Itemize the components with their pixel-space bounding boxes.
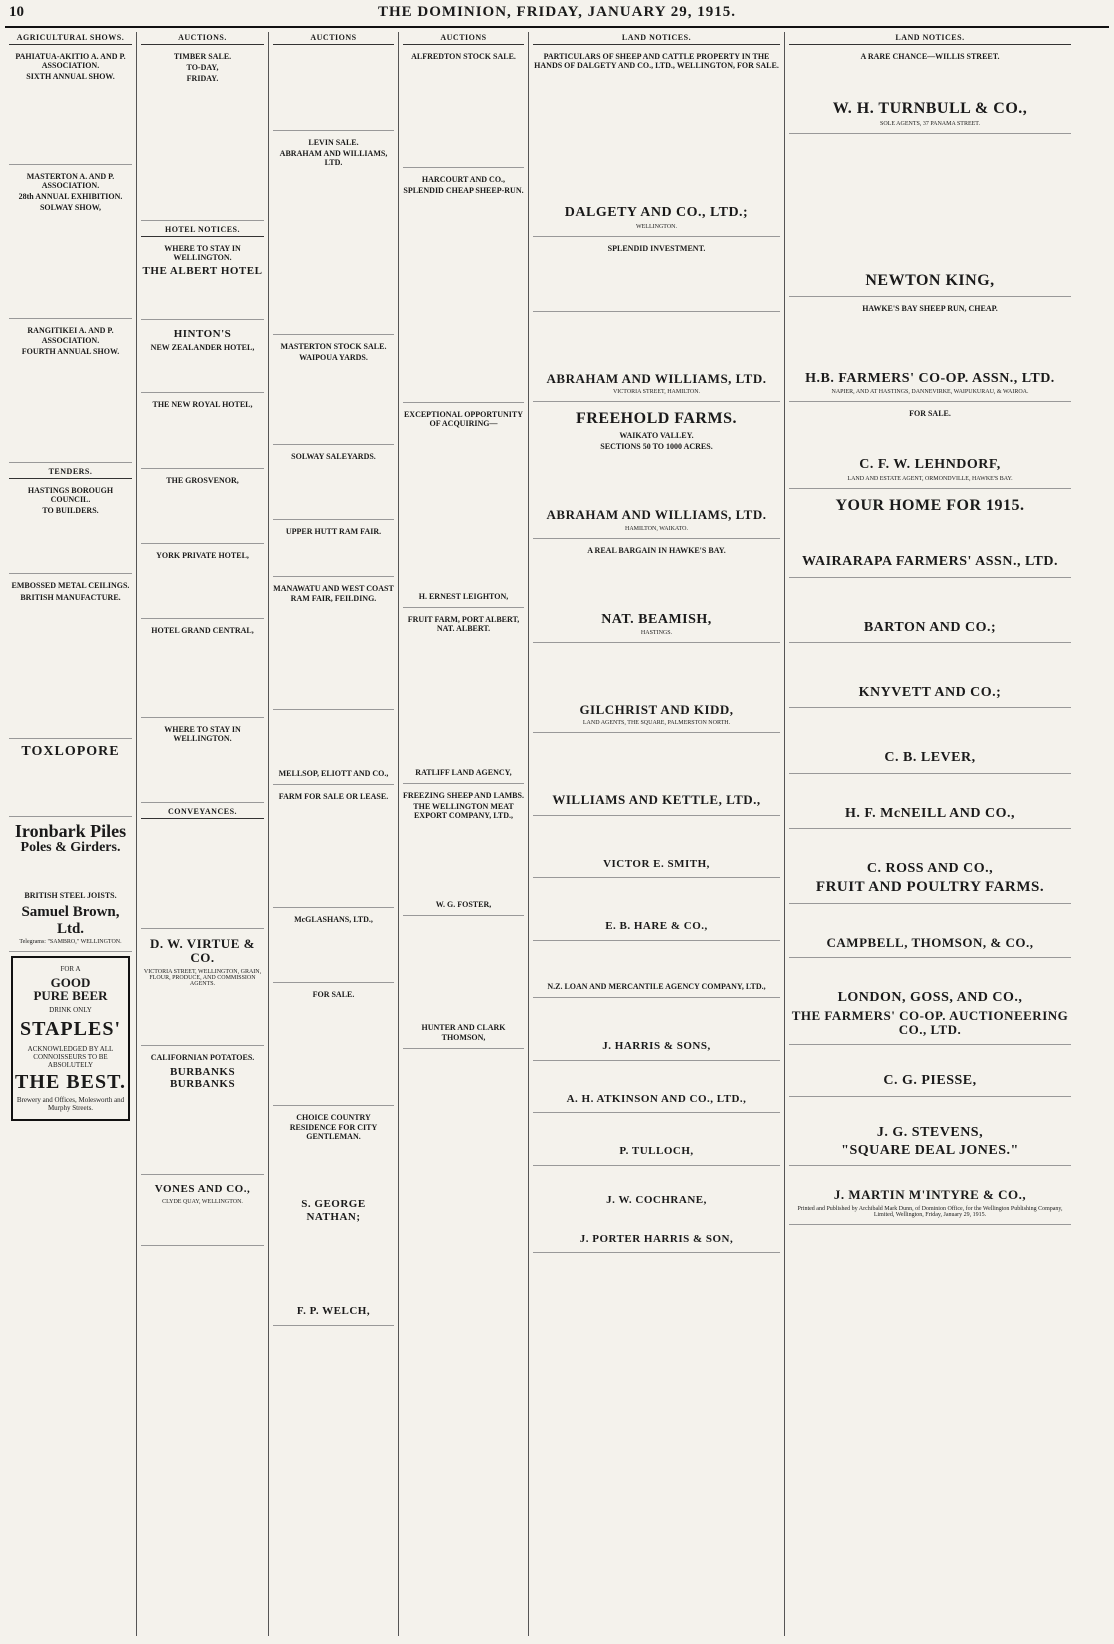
body-text — [141, 637, 264, 713]
hotel-notice: THE NEW ROYAL HOTEL, — [141, 396, 264, 468]
auction-notice: FRUIT FARM, PORT ALBERT, NAT. ALBERT. RATLIFF LAND AGENCY, — [403, 611, 524, 784]
tender-notice: EMBOSSED METAL CEILINGS. BRITISH MANUFACTURE. — [9, 577, 132, 738]
body-text — [273, 50, 394, 126]
auction-notice: SOLWAY SALEYARDS. — [273, 448, 394, 520]
body-text — [789, 909, 1071, 933]
masthead — [5, 4, 1109, 28]
choice-residence: CHOICE COUNTRY RESIDENCE FOR CITY GENTLEMAN. S. GEORGE NATHAN; F. P. WELCH, — [273, 1109, 394, 1325]
turnbull-notice: A RARE CHANCE—WILLIS STREET. W. H. TURNBULL & CO., SOLE AGENTS, 37 PANAMA STREET. — [789, 48, 1071, 134]
body-text — [533, 255, 780, 307]
newspaper-title: THE DOMINION, FRIDAY, JANUARY 29, 1915. — [377, 4, 737, 20]
page-number: 10 — [9, 4, 24, 20]
show-notice: RANGITIKEI A. AND P. ASSOCIATION. FOURTH ANNUAL SHOW. — [9, 322, 132, 463]
smith-notice: VICTOR E. SMITH, — [533, 819, 780, 879]
body-text — [533, 821, 780, 855]
body-text — [789, 648, 1071, 682]
body-text — [533, 317, 780, 369]
body-text — [533, 1118, 780, 1142]
body-text — [273, 926, 394, 978]
campbell-notice: CAMPBELL, THOMSON, & CO., — [789, 907, 1071, 958]
body-text — [273, 605, 394, 705]
section-header: AUCTIONS — [273, 32, 394, 45]
body-text — [789, 583, 1071, 617]
body-text — [789, 963, 1071, 987]
column-land-notices-a — [529, 32, 785, 1636]
body-text — [273, 538, 394, 572]
ironbark-ad: Ironbark Piles Poles & Girders. BRITISH STEEL JOISTS. Samuel Brown, Ltd. Telegrams: "SAMBRO," WELLINGTON. — [9, 820, 132, 952]
hotel-notice: WHERE TO STAY IN WELLINGTON. THE ALBERT HOTEL — [141, 240, 264, 320]
auction-notice: UPPER HUTT RAM FAIR. — [273, 523, 394, 577]
knyvett-notice: KNYVETT AND CO.; — [789, 646, 1071, 708]
body-text — [789, 1102, 1071, 1122]
hotel-notice: WHERE TO STAY IN WELLINGTON. — [141, 721, 264, 802]
body-text — [141, 746, 264, 798]
body-text — [141, 487, 264, 539]
cochrane-notice: J. W. COCHRANE, J. PORTER HARRIS & SON, — [533, 1169, 780, 1253]
body-text — [273, 1143, 394, 1195]
section-header: TENDERS. — [9, 466, 132, 479]
auction-notice: MELLSOP, ELIOTT AND CO., — [273, 713, 394, 785]
lehndorf-notice: FOR SALE. C. F. W. LEHNDORF, LAND AND ESTATE AGENT, ORMONDVILLE, HAWKE'S BAY. — [789, 405, 1071, 489]
auction-notice: LEVIN SALE. ABRAHAM AND WILLIAMS, LTD. — [273, 134, 394, 335]
hawkes-bay-notice: HAWKE'S BAY SHEEP RUN, CHEAP. H.B. FARMERS' CO-OP. ASSN., LTD. NAPIER, AND AT HASTINGS, DANNEVIRKE, WAIPUKURAU, & WAIROA. — [789, 300, 1071, 402]
body-text — [141, 281, 264, 315]
stevens-notice: J. G. STEVENS, "SQUARE DEAL JONES." — [789, 1100, 1071, 1167]
bargain-notice: A REAL BARGAIN IN HAWKE'S BAY. NAT. BEAMISH, HASTINGS. — [533, 542, 780, 644]
auction-notice: EXCEPTIONAL OPPORTUNITY OF ACQUIRING— H. ERNEST LEIGHTON, — [403, 406, 524, 609]
body-text — [533, 648, 780, 700]
body-text — [141, 562, 264, 614]
body-text — [273, 1226, 394, 1302]
columns — [5, 32, 1109, 1636]
body-text — [141, 86, 264, 216]
section-header: AUCTIONS — [403, 32, 524, 45]
body-text — [533, 946, 780, 980]
body-text — [789, 420, 1071, 454]
auction-notice: FARM FOR SALE OR LEASE. — [273, 788, 394, 908]
body-text — [9, 760, 132, 812]
auction-notice: ALFREDTON STOCK SALE. — [403, 48, 524, 168]
body-text — [141, 1207, 264, 1241]
atkinson-notice: A. H. ATKINSON AND CO., LTD., — [533, 1064, 780, 1114]
body-text — [273, 170, 394, 330]
body-text — [403, 198, 524, 398]
body-text — [533, 738, 780, 790]
samuel-brown-name: Samuel Brown, Ltd. — [21, 903, 120, 937]
body-text — [533, 883, 780, 917]
body-text — [789, 517, 1071, 551]
show-notice: PAHIATUA-AKITIO A. AND P. ASSOCIATION. SIXTH ANNUAL SHOW. — [9, 48, 132, 165]
williams-notice: WILLIAMS AND KETTLE, LTD., — [533, 736, 780, 815]
body-text — [141, 1094, 264, 1170]
piesse-notice: C. G. PIESSE, — [789, 1048, 1071, 1096]
auction-notice: MANAWATU AND WEST COAST RAM FAIR, FEILDING. — [273, 580, 394, 709]
newton-king-notice: NEWTON KING, — [789, 137, 1071, 298]
newspaper-page — [5, 4, 1109, 1636]
body-text — [533, 1210, 780, 1230]
potatoes-ad: CALIFORNIAN POTATOES. BURBANKS BURBANKS — [141, 1049, 264, 1174]
imprint: Printed and Published by Archibald Mark Dunn, of Dominion Office, for the Wellington Publishing Company, Limited, Wellington, Friday, January 29, 1915. — [797, 1205, 1063, 1218]
body-text — [533, 1171, 780, 1191]
body-text — [9, 84, 132, 160]
toxlopore-ad: TOXLOPORE — [9, 742, 132, 817]
virtue-ad: D. W. VIRTUE & CO. VICTORIA STREET, WELLINGTON, GRAIN, FLOUR, PRODUCE, AND COMMISSION AGENTS. — [141, 932, 264, 1047]
column-auctions-c — [399, 32, 529, 1636]
harris-notice: J. HARRIS & SONS, — [533, 1001, 780, 1061]
section-header: AGRICULTURAL SHOWS. — [9, 32, 132, 45]
ross-notice: C. ROSS AND CO., FRUIT AND POULTRY FARMS. — [789, 832, 1071, 904]
hotel-notice: HINTON'S NEW ZEALANDER HOTEL, — [141, 323, 264, 394]
hotel-notice: THE GROSVENOR, — [141, 472, 264, 544]
body-text — [789, 1050, 1071, 1070]
section-header: CONVEYANCES. — [141, 806, 264, 819]
body-text — [273, 463, 394, 515]
nz-loan-notice: N.Z. LOAN AND MERCANTILE AGENCY COMPANY, LTD., — [533, 944, 780, 998]
body-text — [403, 921, 524, 1021]
body-text — [533, 557, 780, 609]
your-home-notice: YOUR HOME FOR 1915. WAIRARAPA FARMERS' ASSN., LTD. — [789, 492, 1071, 578]
barton-notice: BARTON AND CO.; — [789, 581, 1071, 643]
auction-notice: TIMBER SALE. TO-DAY, FRIDAY. — [141, 48, 264, 221]
hotel-notice: HOTEL GRAND CENTRAL, — [141, 622, 264, 718]
hunter-notice: HUNTER AND CLARK THOMSON, — [403, 919, 524, 1048]
column-auctions-b — [269, 32, 399, 1636]
tulloch-notice: P. TULLOCH, — [533, 1116, 780, 1166]
mintyre-notice: J. MARTIN M'INTYRE & CO., Printed and Published by Archibald Mark Dunn, of Dominion Office, for the Wellington Publishing Company, Limited, Wellington, Friday, January 29, 1915. — [789, 1169, 1071, 1224]
abraham-notice: ABRAHAM AND WILLIAMS, LTD. VICTORIA STREET, HAMILTON. — [533, 315, 780, 402]
show-notice: MASTERTON A. AND P. ASSOCIATION. 28th ANNUAL EXHIBITION. SOLWAY SHOW, — [9, 168, 132, 320]
section-header: LAND NOTICES. — [533, 32, 780, 45]
column-land-notices-b — [785, 32, 1075, 1636]
auction-notice — [273, 48, 394, 131]
body-text — [9, 358, 132, 458]
body-text — [789, 834, 1071, 858]
conveyance-notice — [141, 822, 264, 929]
body-text — [533, 1003, 780, 1037]
london-goss-notice: LONDON, GOSS, AND CO., THE FARMERS' CO-OP. AUCTIONEERING CO., LTD. — [789, 961, 1071, 1045]
body-text — [9, 604, 132, 734]
investment-notice: SPLENDID INVESTMENT. — [533, 240, 780, 312]
auction-notice: MASTERTON STOCK SALE. WAIPOUA YARDS. — [273, 338, 394, 445]
body-text — [403, 822, 524, 898]
body-text — [789, 63, 1071, 97]
auction-notice: HARCOURT AND CO., SPLENDID CHEAP SHEEP-RUN. — [403, 171, 524, 402]
auction-notice: FREEZING SHEEP AND LAMBS. THE WELLINGTON MEAT EXPORT COMPANY, LTD., W. G. FOSTER, — [403, 787, 524, 917]
hotel-notice: YORK PRIVATE HOTEL, — [141, 547, 264, 619]
freehold-farms-ad: FREEHOLD FARMS. WAIKATO VALLEY. SECTIONS 50 TO 1000 ACRES. ABRAHAM AND WILLIAMS, LTD. HAMILTON, WAIKATO. — [533, 405, 780, 538]
body-text — [403, 430, 524, 590]
auction-notice: FOR SALE. — [273, 986, 394, 1106]
body-text — [789, 779, 1071, 803]
body-text — [403, 636, 524, 766]
section-header: LAND NOTICES. — [789, 32, 1071, 45]
body-text — [789, 713, 1071, 747]
column-auctions-hotels — [137, 32, 269, 1636]
body-text — [533, 72, 780, 202]
body-text — [141, 354, 264, 388]
tender-notice: HASTINGS BOROUGH COUNCIL. TO BUILDERS. — [9, 482, 132, 575]
staples-beer-ad: FOR A GOOD PURE BEER DRINK ONLY STAPLES' ACKNOWLEDGED BY ALL CONNOISSEURS TO BE ABSOLUTELY THE BEST. Brewery and Offices, Molesworth and Murphy Streets. — [11, 956, 130, 1121]
body-text — [141, 824, 264, 924]
vones-ad: VONES AND CO., CLYDE QUAY, WELLINGTON. — [141, 1178, 264, 1246]
body-text — [273, 715, 394, 767]
section-header: HOTEL NOTICES. — [141, 224, 264, 237]
dalgety-notice: PARTICULARS OF SHEEP AND CATTLE PROPERTY IN THE HANDS OF DALGETY AND CO., LTD., WELLINGTON, FOR SALE. DALGETY AND CO., LTD.; WELLINGTON. — [533, 48, 780, 237]
body-text — [141, 989, 264, 1041]
mcneill-notice: H. F. McNEILL AND CO., — [789, 777, 1071, 829]
body-text — [9, 517, 132, 569]
body-text — [789, 1171, 1071, 1185]
gilchrist-notice: GILCHRIST AND KIDD, LAND AGENTS, THE SQUARE, PALMERSTON NORTH. — [533, 646, 780, 733]
body-text — [141, 412, 264, 464]
body-text — [273, 803, 394, 903]
lever-notice: C. B. LEVER, — [789, 711, 1071, 773]
body-text — [273, 1001, 394, 1101]
body-text — [533, 1066, 780, 1090]
body-text — [789, 316, 1071, 368]
column-agricultural-shows — [5, 32, 137, 1636]
hare-notice: E. B. HARE & CO., — [533, 881, 780, 941]
body-text — [9, 214, 132, 314]
body-text — [9, 855, 132, 889]
body-text — [789, 139, 1071, 269]
auction-notice: McGLASHANS, LTD., — [273, 911, 394, 983]
body-text — [403, 63, 524, 163]
section-header: AUCTIONS. — [141, 32, 264, 45]
body-text — [533, 453, 780, 505]
body-text — [273, 364, 394, 440]
